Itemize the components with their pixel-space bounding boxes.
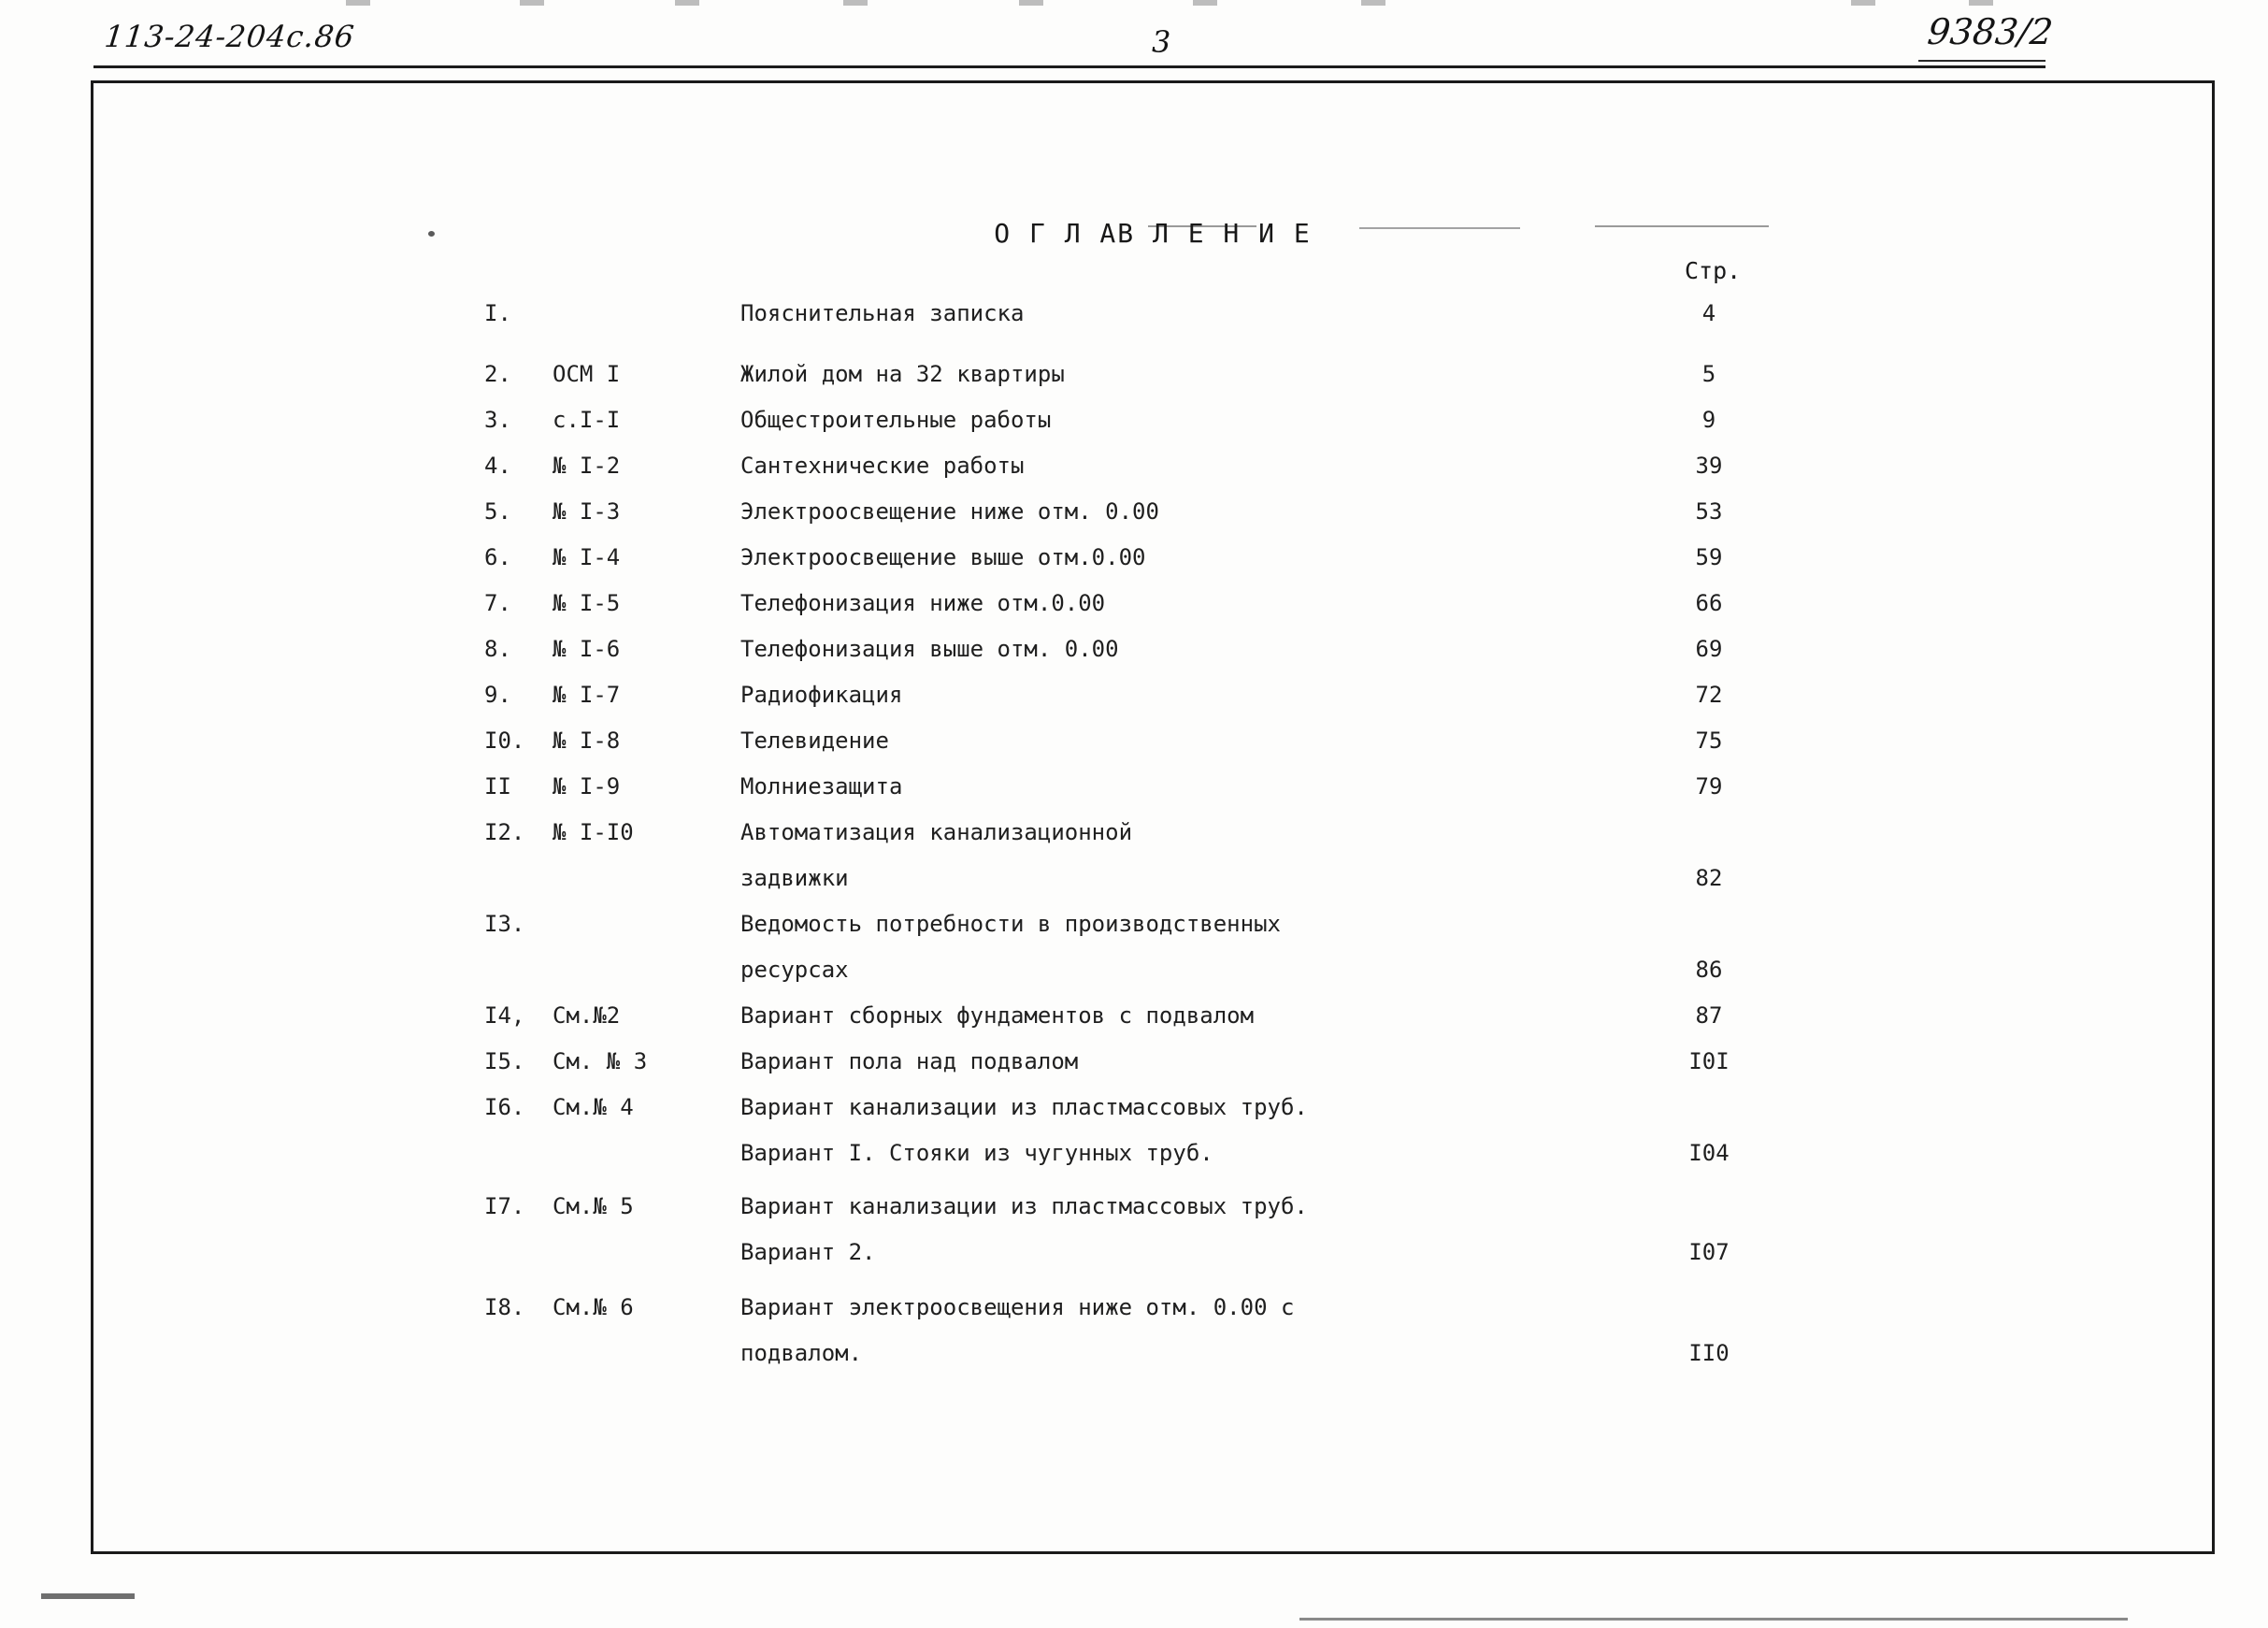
toc-row-code: № I-2 — [553, 453, 621, 479]
scan-tick — [520, 0, 544, 6]
scan-tick — [1019, 0, 1043, 6]
toc-row — [93, 819, 2212, 865]
scan-artifact-bottom-left — [41, 1593, 135, 1599]
toc-row-code: № I-9 — [553, 773, 621, 800]
scan-artifact-bottom-right — [1299, 1618, 2128, 1621]
toc-row-code: № I-3 — [553, 498, 621, 525]
inventory-number: 9383/2 — [1925, 11, 2055, 52]
toc-row-page: I0I — [1688, 1048, 1730, 1074]
toc-row-text: ресурсах — [740, 957, 849, 983]
toc-title: О Г Л АВ Л Е Н И Е — [994, 218, 1312, 249]
toc-row-text: Общестроительные работы — [740, 407, 1052, 433]
toc-row-page: II0 — [1688, 1340, 1730, 1366]
toc-row — [93, 300, 2212, 346]
toc-row-code: № I-6 — [553, 636, 621, 662]
toc-row-code: См.№ 5 — [553, 1193, 634, 1219]
toc-row — [93, 773, 2212, 819]
scan-tick — [1361, 0, 1385, 6]
toc-row-text: Телефонизация ниже отм.0.00 — [740, 590, 1106, 616]
scan-tick — [1969, 0, 1993, 6]
doc-code: 113-24-204с.86 — [103, 19, 357, 54]
toc-row-number: I7. — [484, 1193, 525, 1219]
toc-row — [93, 728, 2212, 773]
toc-row-number: 8. — [484, 636, 511, 662]
toc-row-number: I5. — [484, 1048, 525, 1074]
toc-row-number: I4, — [484, 1002, 525, 1029]
toc-row — [93, 453, 2212, 498]
toc-row-text: Вариант I. Стояки из чугунных труб. — [740, 1140, 1213, 1166]
toc-row-text: Ведомость потребности в производственных — [740, 911, 1281, 937]
toc-row-text: Вариант пола над подвалом — [740, 1048, 1079, 1074]
toc-row-text: Вариант канализации из пластмассовых труб. — [740, 1193, 1308, 1219]
toc-row — [93, 1239, 2212, 1285]
toc-row — [93, 1094, 2212, 1140]
toc-row-page: 75 — [1695, 728, 1723, 754]
toc-row-number: 2. — [484, 361, 511, 387]
toc-row-code: № I-I0 — [553, 819, 634, 845]
toc-row-text: Сантехнические работы — [740, 453, 1025, 479]
scan-tick — [346, 0, 370, 6]
toc-row — [93, 957, 2212, 1002]
toc-row-text: Вариант электроосвещения ниже отм. 0.00 с — [740, 1294, 1295, 1320]
toc-row-number: 7. — [484, 590, 511, 616]
toc-row-code: См.№ 4 — [553, 1094, 634, 1120]
toc-row — [93, 865, 2212, 911]
toc-row-code: № I-5 — [553, 590, 621, 616]
content-frame — [91, 80, 2215, 1554]
toc-row-code: № I-8 — [553, 728, 621, 754]
toc-row-page: 5 — [1701, 361, 1716, 387]
toc-row-number: 5. — [484, 498, 511, 525]
toc-row-number: 4. — [484, 453, 511, 479]
toc-row-code: См.№ 6 — [553, 1294, 634, 1320]
toc-row-page: 9 — [1701, 407, 1716, 433]
toc-row — [93, 1340, 2212, 1386]
toc-row-number: 9. — [484, 682, 511, 708]
inventory-underline — [1918, 60, 2046, 62]
toc-row — [93, 636, 2212, 682]
toc-row-page: I07 — [1688, 1239, 1730, 1265]
toc-row-text: Электроосвещение выше отм.0.00 — [740, 544, 1146, 570]
toc-row-code: См. № 3 — [553, 1048, 648, 1074]
toc-row-text: Телефонизация выше отм. 0.00 — [740, 636, 1119, 662]
toc-row-number: I3. — [484, 911, 525, 937]
toc-row-number: I2. — [484, 819, 525, 845]
toc-row-number: I0. — [484, 728, 525, 754]
toc-row — [93, 1048, 2212, 1094]
toc-row — [93, 682, 2212, 728]
toc-row-text: Пояснительная записка — [740, 300, 1025, 326]
toc-row — [93, 1002, 2212, 1048]
toc-row — [93, 1294, 2212, 1340]
scan-tick — [1193, 0, 1217, 6]
toc-row-text: подвалом. — [740, 1340, 863, 1366]
page-column-header: Стр. — [1685, 257, 1742, 284]
toc-row — [93, 544, 2212, 590]
toc-row-number: 3. — [484, 407, 511, 433]
toc-row — [93, 590, 2212, 636]
toc-row-page: 69 — [1695, 636, 1723, 662]
toc-row-page: 53 — [1695, 498, 1723, 525]
toc-row-code: № I-4 — [553, 544, 621, 570]
toc-list — [93, 300, 2212, 1386]
toc-row-code: с.I-I — [553, 407, 621, 433]
toc-row — [93, 498, 2212, 544]
toc-row — [93, 911, 2212, 957]
toc-row-page: 82 — [1695, 865, 1723, 891]
toc-row-page: 66 — [1695, 590, 1723, 616]
toc-row-page: 4 — [1701, 300, 1716, 326]
toc-row-code: № I-7 — [553, 682, 621, 708]
toc-row-page: 59 — [1695, 544, 1723, 570]
toc-row-text: Жилой дом на 32 квартиры — [740, 361, 1065, 387]
toc-row-code: См.№2 — [553, 1002, 621, 1029]
toc-row-number: II — [484, 773, 511, 800]
toc-row-page: 87 — [1695, 1002, 1723, 1029]
scan-tick — [675, 0, 699, 6]
toc-row-page: 86 — [1695, 957, 1723, 983]
toc-row-number: I8. — [484, 1294, 525, 1320]
toc-row-page: 72 — [1695, 682, 1723, 708]
toc-row-text: Автоматизация канализационной — [740, 819, 1133, 845]
sheet-number: 3 — [1152, 24, 1171, 60]
toc-row — [93, 1193, 2212, 1239]
toc-row-number: I. — [484, 300, 511, 326]
toc-row-text: Вариант 2. — [740, 1239, 876, 1265]
top-rule — [93, 65, 2046, 68]
toc-row-page: 79 — [1695, 773, 1723, 800]
toc-row — [93, 361, 2212, 407]
toc-row-number: I6. — [484, 1094, 525, 1120]
toc-row-page: 39 — [1695, 453, 1723, 479]
toc-row-text: Электроосвещение ниже отм. 0.00 — [740, 498, 1159, 525]
scan-tick — [1851, 0, 1875, 6]
toc-row-text: Вариант канализации из пластмассовых труб. — [740, 1094, 1308, 1120]
toc-row-text: Радиофикация — [740, 682, 903, 708]
toc-row-code: ОСМ I — [553, 361, 621, 387]
toc-row-number: 6. — [484, 544, 511, 570]
toc-row-text: задвижки — [740, 865, 849, 891]
toc-row-text: Молниезащита — [740, 773, 903, 800]
toc-row — [93, 407, 2212, 453]
toc-row-text: Вариант сборных фундаментов с подвалом — [740, 1002, 1255, 1029]
toc-row-text: Телевидение — [740, 728, 889, 754]
toc-row-page: I04 — [1688, 1140, 1730, 1166]
toc-row — [93, 1140, 2212, 1186]
scan-tick — [843, 0, 868, 6]
